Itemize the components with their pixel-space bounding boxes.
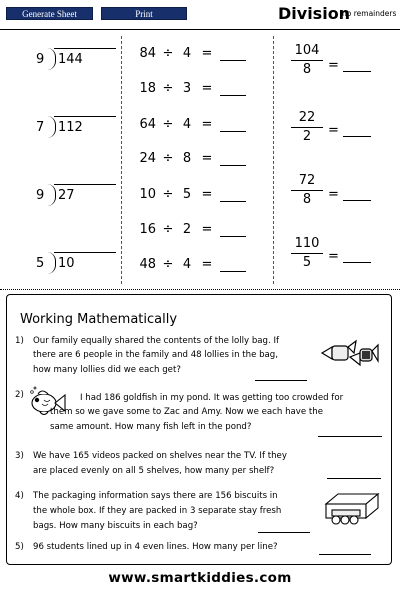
fraction: [287, 43, 327, 78]
question-text: 96 students lined up in 4 even lines. How many per line?: [33, 542, 278, 552]
generate-sheet-button[interactable]: Generate Sheet: [6, 7, 93, 20]
print-button[interactable]: Print: [101, 7, 187, 20]
dividend: 18: [139, 81, 156, 96]
dividend: 144: [58, 52, 83, 67]
question-number: 3): [15, 451, 24, 461]
answer-line[interactable]: [318, 436, 382, 437]
question-text: Our family equally shared the contents of the lolly bag. If: [33, 336, 280, 346]
answer-blank[interactable]: [220, 224, 246, 237]
numerator: 110: [294, 236, 320, 251]
page-subtitle: no remainders: [342, 9, 397, 18]
answer-blank[interactable]: [220, 83, 246, 96]
answer-blank[interactable]: [220, 48, 246, 61]
biscuit-box-icon: [322, 490, 384, 528]
divide-sign: ÷: [162, 222, 174, 237]
fraction-bar: [291, 127, 323, 128]
fraction: [287, 110, 327, 145]
numerator: 72: [298, 173, 316, 188]
divide-sign: ÷: [162, 81, 174, 96]
question-text: there are 6 people in the family and 48 lollies in the bag,: [33, 350, 278, 360]
equals-sign: =: [328, 249, 339, 264]
equals-sign: =: [328, 187, 339, 202]
divide-sign: ÷: [162, 151, 174, 166]
question-number: 1): [15, 336, 24, 346]
dividend: 64: [139, 117, 156, 132]
division-bracket: [47, 116, 56, 138]
fraction-bar: [291, 190, 323, 191]
header-divider: [0, 29, 400, 30]
dividend: 27: [58, 188, 75, 203]
division-equation: [132, 257, 246, 272]
equals-sign: =: [201, 187, 213, 202]
divisor: 5: [36, 256, 45, 271]
answer-blank[interactable]: [343, 136, 371, 137]
divisor: 4: [182, 46, 192, 61]
divisor: 7: [36, 120, 45, 135]
question-number: 2): [15, 390, 24, 400]
question-text: bags. How many biscuits in each bag?: [33, 521, 198, 531]
answer-blank[interactable]: [343, 71, 371, 72]
answer-blank[interactable]: [343, 262, 371, 263]
equals-sign: =: [201, 151, 213, 166]
equals-sign: =: [201, 222, 213, 237]
denominator: 8: [302, 192, 312, 207]
divisor: 4: [182, 257, 192, 272]
section-divider: [0, 289, 400, 290]
lolly-icon: [320, 337, 380, 369]
divide-sign: ÷: [162, 46, 174, 61]
division-bar: [54, 184, 116, 185]
equals-sign: =: [328, 58, 339, 73]
divisor: 2: [182, 222, 192, 237]
divide-sign: ÷: [162, 117, 174, 132]
division-equation: [132, 187, 246, 202]
denominator: 2: [302, 129, 312, 144]
column-divider: [273, 36, 274, 284]
fraction-bar: [291, 253, 323, 254]
answer-blank[interactable]: [220, 259, 246, 272]
division-bar: [54, 116, 116, 117]
equals-sign: =: [201, 81, 213, 96]
division-bracket: [47, 252, 56, 274]
denominator: 8: [302, 62, 312, 77]
denominator: 5: [302, 255, 312, 270]
equals-sign: =: [201, 257, 213, 272]
division-equation: [132, 151, 246, 166]
dividend: 10: [58, 256, 75, 271]
dividend: 10: [139, 187, 156, 202]
answer-blank[interactable]: [220, 153, 246, 166]
answer-line[interactable]: [327, 478, 381, 479]
equals-sign: =: [328, 123, 339, 138]
answer-line[interactable]: [258, 532, 310, 533]
dividend: 24: [139, 151, 156, 166]
division-equation: [132, 46, 246, 61]
question-text: We have 165 videos packed on shelves near the TV. If they: [33, 451, 287, 461]
answer-blank[interactable]: [220, 189, 246, 202]
question-text: I had 186 goldfish in my pond. It was getting too crowded for: [80, 393, 344, 403]
section-heading: Working Mathematically: [20, 312, 178, 327]
question-text: how many lollies did we each get?: [33, 365, 181, 375]
column-divider: [121, 36, 122, 284]
dividend: 48: [139, 257, 156, 272]
numerator: 22: [298, 110, 316, 125]
question-text: The packaging information says there are 156 biscuits in: [33, 491, 278, 501]
question-text: them so we gave some to Zac and Amy. Now we each have the: [50, 407, 323, 417]
divisor: 5: [182, 187, 192, 202]
divisor: 3: [182, 81, 192, 96]
division-bar: [54, 48, 116, 49]
answer-line[interactable]: [319, 554, 371, 555]
division-bar: [54, 252, 116, 253]
divisor: 8: [182, 151, 192, 166]
fraction-bar: [291, 60, 323, 61]
division-equation: [132, 117, 246, 132]
numerator: 104: [294, 43, 320, 58]
divide-sign: ÷: [162, 257, 174, 272]
answer-line[interactable]: [255, 380, 307, 381]
fraction: [287, 236, 327, 271]
equals-sign: =: [201, 46, 213, 61]
divisor: 9: [36, 52, 45, 67]
equals-sign: =: [201, 117, 213, 132]
question-text: same amount. How many fish left in the pond?: [50, 422, 252, 432]
footer-website[interactable]: www.smartkiddies.com: [108, 570, 292, 586]
page-title: Division: [278, 4, 351, 23]
fraction: [287, 173, 327, 208]
question-text: are placed evenly on all 5 shelves, how many per shelf?: [33, 466, 275, 476]
dividend: 16: [139, 222, 156, 237]
divisor: 9: [36, 188, 45, 203]
divide-sign: ÷: [162, 187, 174, 202]
question-number: 5): [15, 542, 24, 552]
division-bracket: [47, 48, 56, 70]
dividend: 112: [58, 120, 83, 135]
dividend: 84: [139, 46, 156, 61]
answer-blank[interactable]: [343, 200, 371, 201]
answer-blank[interactable]: [220, 119, 246, 132]
question-number: 4): [15, 491, 24, 501]
question-text: the whole box. If they are packed in 3 separate stay fresh: [33, 506, 282, 516]
divisor: 4: [182, 117, 192, 132]
division-bracket: [47, 184, 56, 206]
division-equation: [132, 222, 246, 237]
division-equation: [132, 81, 246, 96]
